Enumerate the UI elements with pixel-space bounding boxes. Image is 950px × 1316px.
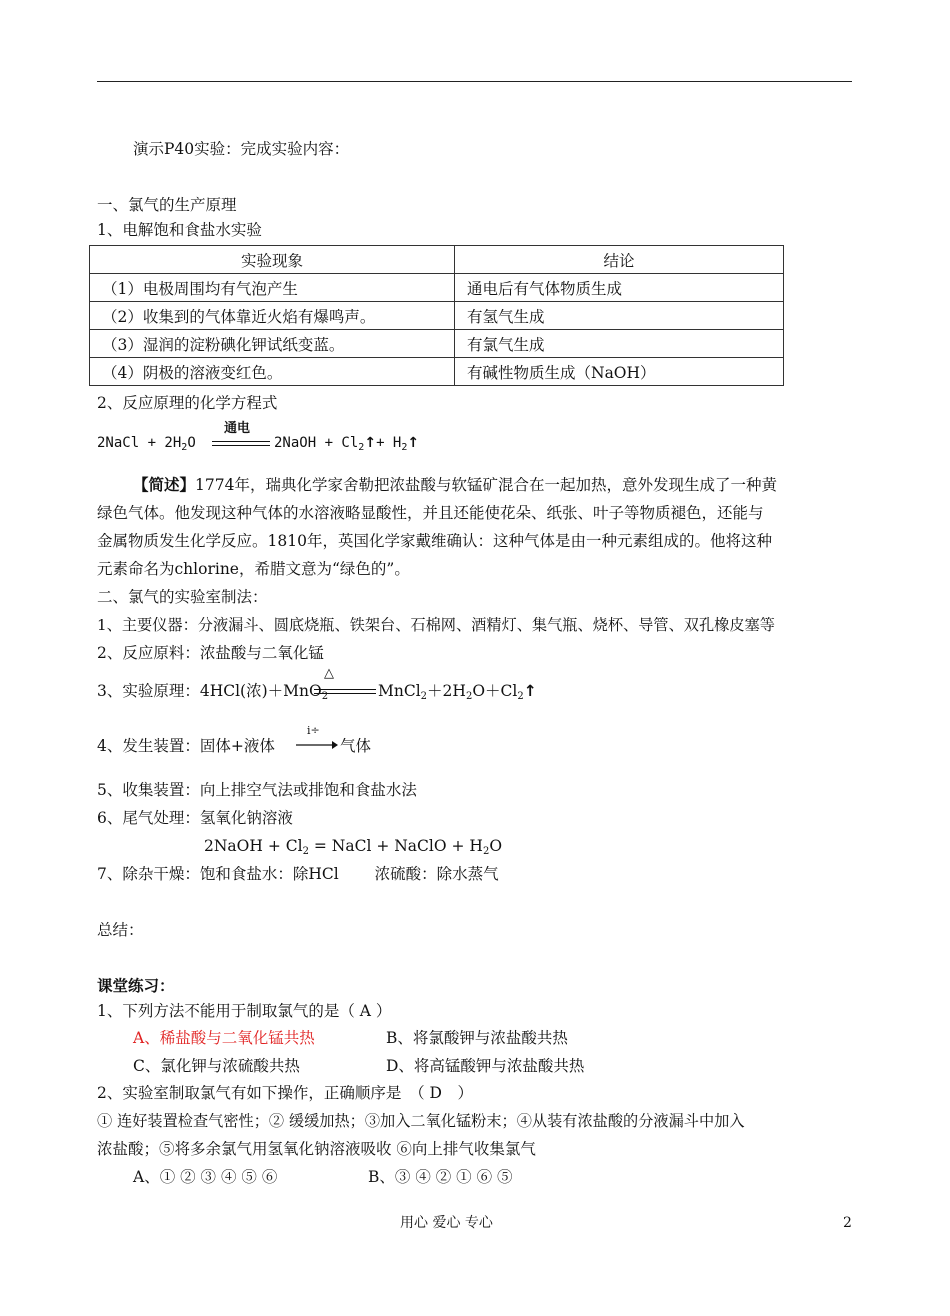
apparatus-gas: 气体	[340, 737, 372, 755]
equals-line-bottom	[314, 693, 376, 694]
right-arrow-icon	[296, 740, 338, 750]
eq-text: 3、实验原理：4HCl(浓)＋MnO	[97, 682, 322, 700]
summary-label: 总结：	[97, 921, 144, 939]
eq-sub: 2	[465, 691, 473, 702]
brief-text: 1774年，瑞典化学家舍勒把浓盐酸与软锰矿混合在一起加热，意外发现生成了一种黄	[195, 476, 777, 494]
footer-motto: 用心 爱心 专心	[400, 1215, 493, 1231]
eq-sub: 2	[517, 691, 524, 702]
eq-text: 2NaCl + 2H	[97, 435, 182, 451]
brief-line-1	[133, 474, 777, 496]
table-cell: 有碱性物质生成（NaOH）	[455, 358, 784, 386]
table-row	[90, 358, 784, 386]
eq-sub: 2	[321, 691, 329, 702]
table-row	[90, 302, 784, 330]
question-2: 2、实验室制取氯气有如下操作，正确顺序是 （ D ）	[97, 1084, 473, 1102]
item-apparatus	[97, 735, 275, 757]
q2-steps-line-2: 浓盐酸；⑤将多余氯气用氢氧化钠溶液吸收 ⑥向上排气收集氯气	[97, 1140, 536, 1158]
item-collection: 5、收集装置：向上排空气法或排饱和食盐水法	[97, 781, 417, 799]
equation-electrolysis-left	[97, 432, 196, 454]
q2-option-b: B、③ ④ ② ① ⑥ ⑤	[368, 1168, 513, 1186]
eq-text: 2NaOH + Cl	[204, 837, 303, 855]
table-cell: （1）电极周围均有气泡产生	[90, 274, 455, 302]
equals-line-top	[314, 689, 376, 690]
table-cell: 有氯气生成	[455, 330, 784, 358]
subsection2-title: 2、反应原理的化学方程式	[97, 394, 278, 412]
table-cell: 通电后有气体物质生成	[455, 274, 784, 302]
item-purification: 7、除杂干燥：饱和食盐水：除HCl 浓硫酸：除水蒸气	[97, 865, 499, 883]
eq-text: O＋Cl	[472, 682, 518, 700]
equals-line-top	[212, 441, 270, 442]
eq-sub: 2	[420, 691, 428, 702]
q1-option-b: B、将氯酸钾与浓盐酸共热	[386, 1029, 568, 1047]
eq-text: MnCl	[378, 682, 421, 700]
q1-option-a: A、稀盐酸与二氧化锰共热	[133, 1029, 315, 1047]
header-rule	[97, 81, 852, 82]
table-header-row	[90, 246, 784, 274]
item-instruments: 1、主要仪器：分液漏斗、圆底烧瓶、铁架台、石棉网、酒精灯、集气瓶、烧杯、导管、双孔橡皮塞等	[97, 616, 775, 634]
eq-sub: 2	[401, 442, 408, 453]
q1-option-d: D、将高锰酸钾与浓盐酸共热	[386, 1057, 585, 1075]
eq-text: O	[187, 435, 196, 451]
eq-text: 2NaOH + Cl	[274, 435, 359, 451]
brief-line-2: 绿色气体。他发现这种气体的水溶液略显酸性，并且还能使花朵、纸张、叶子等物质褪色，还能与	[97, 504, 764, 522]
q1-option-c: C、氯化钾与浓硫酸共热	[133, 1057, 300, 1075]
gas-arrow-icon: ↑	[364, 435, 377, 451]
table-cell: （4）阴极的溶液变红色。	[90, 358, 455, 386]
q2-steps-line-1: ① 连好装置检查气密性；② 缓缓加热；③加入二氧化锰粉末；④从装有浓盐酸的分液漏斗中加入	[97, 1112, 745, 1130]
apparatus-condition: i÷	[307, 724, 320, 737]
section2-title: 二、氯气的实验室制法：	[97, 588, 268, 606]
eq-sub: 2	[358, 442, 365, 453]
eq-sub: 2	[482, 846, 490, 857]
table-row	[90, 274, 784, 302]
eq-text: + H	[376, 435, 402, 451]
brief-label: 【简述】	[133, 475, 196, 494]
eq-sub: 2	[302, 846, 309, 857]
item-principle-right	[378, 680, 537, 702]
eq-text: ＋2H	[427, 682, 466, 700]
table-row	[90, 330, 784, 358]
eq-text: = NaCl + NaClO + H	[308, 837, 483, 855]
table-cell: 有氢气生成	[455, 302, 784, 330]
table-header: 结论	[455, 246, 784, 274]
question-1: 1、下列方法不能用于制取氯气的是（ A ）	[97, 1002, 392, 1020]
equation-electrolysis-right	[274, 432, 419, 454]
subsection1-title: 1、电解饱和食盐水实验	[97, 221, 262, 239]
eq-sub: 2	[181, 442, 188, 453]
brief-line-3: 金属物质发生化学反应。1810年，英国化学家戴维确认：这种气体是由一种元素组成的。他将这种	[97, 532, 772, 550]
table-cell: （2）收集到的气体靠近火焰有爆鸣声。	[90, 302, 455, 330]
table-header: 实验现象	[90, 246, 455, 274]
item-materials: 2、反应原料：浓盐酸与二氧化锰	[97, 644, 324, 662]
practice-title: 课堂练习：	[97, 976, 175, 995]
gas-arrow-icon: ↑	[407, 435, 420, 451]
item-principle	[97, 680, 328, 702]
eq-text: 4、发生装置：固体+液体	[97, 737, 275, 755]
q2-option-a: A、① ② ③ ④ ⑤ ⑥	[133, 1168, 278, 1186]
intro-text: 演示P40实验：完成实验内容：	[133, 140, 350, 158]
equation-condition: 通电	[224, 421, 251, 436]
table-cell: （3）湿润的淀粉碘化钾试纸变蓝。	[90, 330, 455, 358]
heat-icon: △	[324, 666, 334, 681]
eq-text: O	[489, 837, 503, 855]
item-tail-gas: 6、尾气处理：氢氧化钠溶液	[97, 809, 293, 827]
gas-arrow-icon: ↑	[523, 682, 537, 700]
experiment-table	[89, 245, 784, 386]
tail-gas-equation	[204, 835, 502, 857]
section1-title: 一、氯气的生产原理	[97, 196, 237, 214]
equals-line-bottom	[212, 445, 270, 446]
page-number: 2	[843, 1215, 852, 1231]
brief-line-4: 元素命名为chlorine，希腊文意为“绿色的”。	[97, 560, 410, 578]
